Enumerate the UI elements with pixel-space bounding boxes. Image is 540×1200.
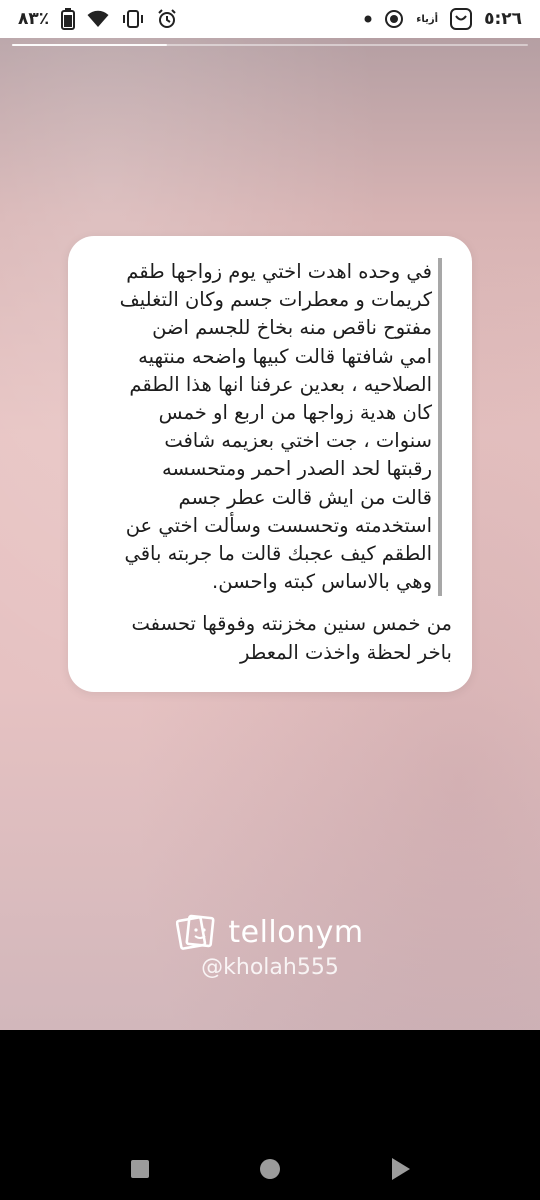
story-progress-track [12,44,528,46]
status-time: ٥:٢٦ [484,9,522,29]
answer-text: من خمس سنين مخزنته وفوقها تحسفت باخر لحظة واخذت المعطر [131,612,452,664]
status-bar [0,0,540,38]
user-handle[interactable]: @kholah555 [201,955,339,980]
carrier-label: أزياء [416,13,439,25]
question-text: في وحده اهدت اختي يوم زواجها طقم كريمات و معطرات جسم وكان التغليف مفتوح ناقص منه بخاخ للجسم اضن امي شافتها قالت كبيها واضحه منتهيه الصلاحيه ، بعدين عرفنا انها هذا الطقم كان هدية زواجها من اربع او خمس سنوات ، جت اختي بعزيمه شافت رقبتها لحد الصدر احمر ومتحسسه قالت من ايش قالت عطر جسم استخدمته وتحسست وسألت اختي عن الطقم كيف عجبك قالت ما جربته باقي وهي بالاساس كبته واحسن. [119,260,432,594]
wifi-icon [87,10,109,28]
alarm-icon [157,9,177,29]
branding [0,913,540,980]
story-view[interactable] [0,38,540,1030]
story-progress-fill [12,44,167,46]
vibrate-icon [121,10,145,28]
home-circle-icon[interactable] [260,1159,280,1179]
shopping-bag-icon [450,8,472,30]
recents-square-icon[interactable] [131,1160,149,1178]
brand-row [0,913,540,951]
battery-percent: ٨٣٪ [18,9,50,29]
tellonym-logo-icon [176,913,216,951]
status-bar-left [18,8,177,30]
record-icon [384,9,404,29]
brand-name: tellonym [228,914,364,950]
answer-block [98,610,452,666]
question-quote [98,258,442,596]
navigation-bar [0,1030,540,1200]
status-bar-right [364,8,522,30]
back-triangle-icon[interactable] [392,1158,410,1180]
tell-card [68,236,472,692]
battery-icon [61,8,75,30]
dot-icon [364,15,372,23]
